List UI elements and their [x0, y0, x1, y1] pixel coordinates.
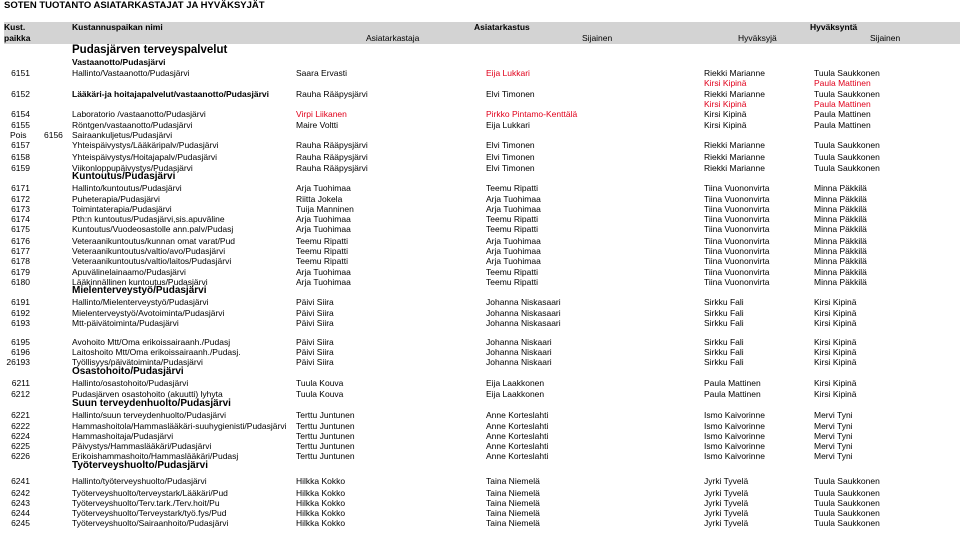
cost-center-code: 6221	[11, 410, 30, 420]
header-asiatarkastus: Asiatarkastus	[474, 22, 530, 32]
hyvaksyja-cell: Jyrki Tyvelä	[704, 476, 749, 486]
table-row	[0, 224, 960, 235]
asiatarkastus-sijainen-cell: Anne Korteslahti	[486, 421, 549, 431]
asiatarkastaja-cell: Tuula Kouva	[296, 378, 344, 388]
hyvaksyja-cell: Riekki Marianne	[704, 163, 765, 173]
table-row	[0, 163, 960, 174]
cost-center-name: Pudasjärven osastohoito (akuutti) lyhyta	[72, 389, 223, 399]
asiatarkastaja-cell: Päivi Siira	[296, 297, 334, 307]
asiatarkastaja-cell: Arja Tuohimaa	[296, 183, 351, 193]
header-hyvaksyja: Hyväksyjä	[738, 33, 777, 43]
asiatarkastaja-cell: Päivi Siira	[296, 337, 334, 347]
cost-center-code: 6222	[11, 421, 30, 431]
asiatarkastaja-cell: Terttu Juntunen	[296, 410, 355, 420]
asiatarkastaja-cell: Arja Tuohimaa	[296, 277, 351, 287]
cost-center-code: 6158	[11, 152, 30, 162]
cost-center-name: Hallinto/työterveyshuolto/Pudasjärvi	[72, 476, 207, 486]
asiatarkastaja-cell: Rauha Rääpysjärvi	[296, 89, 368, 99]
asiatarkastus-sijainen-cell: Arja Tuohimaa	[486, 194, 541, 204]
asiatarkastus-sijainen-cell: Anne Korteslahti	[486, 431, 549, 441]
hyvaksynta-sijainen-cell: Paula Mattinen	[814, 99, 871, 109]
asiatarkastus-sijainen-cell: Arja Tuohimaa	[486, 246, 541, 256]
asiatarkastus-sijainen-cell: Teemu Ripatti	[486, 267, 538, 277]
hyvaksyja-cell: Kirsi Kipinä	[704, 109, 747, 119]
asiatarkastaja-cell: Virpi Liikanen	[296, 109, 347, 119]
cost-center-code: 6242	[11, 488, 30, 498]
hyvaksynta-sijainen-cell: Tuula Saukkonen	[814, 89, 880, 99]
cost-center-code: 26193	[6, 357, 30, 367]
asiatarkastaja-cell: Arja Tuohimaa	[296, 267, 351, 277]
asiatarkastus-sijainen-cell: Johanna Niskasaari	[486, 318, 561, 328]
cost-center-code: 6179	[11, 267, 30, 277]
hyvaksyja-cell: Jyrki Tyvelä	[704, 488, 749, 498]
hyvaksynta-sijainen-cell: Mervi Tyni	[814, 451, 853, 461]
cost-center-code: 6159	[11, 163, 30, 173]
cost-center-code: 6224	[11, 431, 30, 441]
hyvaksynta-sijainen-cell: Minna Päkkilä	[814, 214, 867, 224]
asiatarkastus-sijainen-cell: Eija Lukkari	[486, 68, 530, 78]
asiatarkastus-sijainen-cell: Johanna Niskaari	[486, 347, 552, 357]
cost-center-name: Yhteispäivystys/Hoitajapalv/Pudasjärvi	[72, 152, 218, 162]
cost-center-name: Mielenterveystyö/Avotoiminta/Pudasjärvi	[72, 308, 225, 318]
asiatarkastus-sijainen-cell: Johanna Niskaari	[486, 357, 552, 367]
hyvaksyja-cell: Sirkku Fali	[704, 357, 744, 367]
asiatarkastus-sijainen-cell: Taina Niemelä	[486, 518, 540, 528]
cost-center-name: Sairaankuljetus/Pudasjärvi	[72, 130, 173, 140]
cost-center-code: 6180	[11, 277, 30, 287]
asiatarkastus-sijainen-cell: Johanna Niskasaari	[486, 308, 561, 318]
table-header-row-2	[4, 33, 960, 44]
table-row	[0, 152, 960, 163]
hyvaksynta-sijainen-cell: Kirsi Kipinä	[814, 378, 857, 388]
cost-center-name: Lääkinnällinen kuntoutus/Pudasjärvi	[72, 277, 208, 287]
cost-center-name: Hammashoitaja/Pudasjärvi	[72, 431, 174, 441]
cost-center-code: 6191	[11, 297, 30, 307]
cost-center-code: 6152	[11, 89, 30, 99]
asiatarkastus-sijainen-cell: Eija Laakkonen	[486, 378, 545, 388]
asiatarkastus-sijainen-cell: Teemu Ripatti	[486, 183, 538, 193]
hyvaksyja-cell: Tiina Vuononvirta	[704, 236, 770, 246]
hyvaksyja-cell: Sirkku Fali	[704, 297, 744, 307]
asiatarkastaja-cell: Rauha Rääpysjärvi	[296, 163, 368, 173]
header-paikka: paikka	[4, 33, 31, 43]
asiatarkastus-sijainen-cell: Eija Lukkari	[486, 120, 530, 130]
cost-center-name: Veteraanikuntoutus/kunnan omat varat/Pud	[72, 236, 236, 246]
cost-center-code: 6245	[11, 518, 30, 528]
asiatarkastaja-cell: Tuula Kouva	[296, 389, 344, 399]
cost-center-code: 6193	[11, 318, 30, 328]
cost-center-name: Päivystys/Hammaslääkäri/Pudasjärvi	[72, 441, 212, 451]
header-sijainen-1: Sijainen	[582, 33, 613, 43]
cost-center-code: 6244	[11, 508, 30, 518]
asiatarkastaja-cell: Tuija Manninen	[296, 204, 354, 214]
hyvaksynta-sijainen-cell: Minna Päkkilä	[814, 277, 867, 287]
cost-center-code: 6155	[11, 120, 30, 130]
table-row	[0, 183, 960, 194]
asiatarkastaja-cell: Maire Voltti	[296, 120, 339, 130]
hyvaksynta-sijainen-cell: Tuula Saukkonen	[814, 518, 880, 528]
asiatarkastaja-cell: Teemu Ripatti	[296, 246, 348, 256]
asiatarkastus-sijainen-cell: Anne Korteslahti	[486, 451, 549, 461]
cost-center-name: Kuntoutus/Vuodeosastolle ann.palv/Pudasj	[72, 224, 234, 234]
cost-center-name: Avohoito Mtt/Oma erikoissairaanh./Pudasj	[72, 337, 231, 347]
cost-center-code: 6173	[11, 204, 30, 214]
cost-center-name: Mtt-päivätoiminta/Pudasjärvi	[72, 318, 179, 328]
page-title: SOTEN TUOTANTO ASIATARKASTAJAT JA HYVÄKSYJÄT	[4, 0, 265, 11]
hyvaksynta-sijainen-cell: Tuula Saukkonen	[814, 498, 880, 508]
hyvaksynta-sijainen-cell: Minna Päkkilä	[814, 256, 867, 266]
table-row	[0, 389, 960, 400]
table-row	[0, 78, 960, 89]
cost-center-code: 6177	[11, 246, 30, 256]
asiatarkastaja-cell: Riitta Jokela	[296, 194, 343, 204]
hyvaksynta-sijainen-cell: Kirsi Kipinä	[814, 357, 857, 367]
hyvaksynta-sijainen-cell: Tuula Saukkonen	[814, 476, 880, 486]
hyvaksyja-cell: Ismo Kaivorinne	[704, 451, 765, 461]
hyvaksyja-cell: Jyrki Tyvelä	[704, 508, 749, 518]
header-kust: Kust.	[4, 22, 26, 32]
section-heading: Suun terveydenhuolto/Pudasjärvi	[72, 398, 231, 409]
hyvaksynta-sijainen-cell: Minna Päkkilä	[814, 204, 867, 214]
hyvaksyja-cell: Tiina Vuononvirta	[704, 194, 770, 204]
asiatarkastaja-cell: Päivi Siira	[296, 308, 334, 318]
asiatarkastaja-cell: Terttu Juntunen	[296, 451, 355, 461]
hyvaksynta-sijainen-cell: Kirsi Kipinä	[814, 337, 857, 347]
hyvaksynta-sijainen-cell: Kirsi Kipinä	[814, 347, 857, 357]
table-row	[0, 476, 960, 487]
asiatarkastaja-cell: Arja Tuohimaa	[296, 224, 351, 234]
cost-center-name: Laboratorio /vastaanotto/Pudasjärvi	[72, 109, 206, 119]
cost-center-name: Työllisyys/päivätoiminta/Pudasjärvi	[72, 357, 203, 367]
hyvaksyja-cell: Sirkku Fali	[704, 347, 744, 357]
cost-center-code: 6195	[11, 337, 30, 347]
header-hyvaksynta: Hyväksyntä	[810, 22, 858, 32]
cost-center-code: 6226	[11, 451, 30, 461]
cost-center-code: Pois	[10, 130, 27, 140]
asiatarkastaja-cell: Teemu Ripatti	[296, 256, 348, 266]
hyvaksyja-cell: Kirsi Kipinä	[704, 78, 747, 88]
hyvaksyja-cell: Kirsi Kipinä	[704, 99, 747, 109]
asiatarkastus-sijainen-cell: Arja Tuohimaa	[486, 256, 541, 266]
hyvaksyja-cell: Jyrki Tyvelä	[704, 518, 749, 528]
cost-center-name: Pth:n kuntoutus/Pudasjärvi,sis.apuväline	[72, 214, 225, 224]
hyvaksyja-cell: Tiina Vuononvirta	[704, 277, 770, 287]
asiatarkastaja-cell: Terttu Juntunen	[296, 431, 355, 441]
section-heading: Työterveyshuolto/Pudasjärvi	[72, 460, 208, 471]
hyvaksyja-cell: Tiina Vuononvirta	[704, 214, 770, 224]
table-row	[0, 140, 960, 151]
section-heading: Kuntoutus/Pudasjärvi	[72, 171, 176, 182]
hyvaksynta-sijainen-cell: Tuula Saukkonen	[814, 488, 880, 498]
hyvaksyja-cell: Tiina Vuononvirta	[704, 267, 770, 277]
cost-center-name: Lääkäri-ja hoitajapalvelut/vastaanotto/Pudasjärvi	[72, 89, 269, 99]
hyvaksynta-sijainen-cell: Mervi Tyni	[814, 421, 853, 431]
hyvaksyja-cell: Sirkku Fali	[704, 318, 744, 328]
cost-center-name: Hallinto/osastohoito/Pudasjärvi	[72, 378, 189, 388]
hyvaksyja-cell: Ismo Kaivorinne	[704, 431, 765, 441]
hyvaksynta-sijainen-cell: Paula Mattinen	[814, 120, 871, 130]
hyvaksynta-sijainen-cell: Minna Päkkilä	[814, 183, 867, 193]
asiatarkastaja-cell: Teemu Ripatti	[296, 236, 348, 246]
cost-center-name: Apuvälinelainaamo/Pudasjärvi	[72, 267, 186, 277]
asiatarkastaja-cell: Päivi Siira	[296, 347, 334, 357]
hyvaksyja-cell: Riekki Marianne	[704, 152, 765, 162]
hyvaksyja-cell: Riekki Marianne	[704, 68, 765, 78]
cost-center-code: 6176	[11, 236, 30, 246]
asiatarkastaja-cell: Saara Ervasti	[296, 68, 348, 78]
asiatarkastus-sijainen-cell: Taina Niemelä	[486, 476, 540, 486]
hyvaksyja-cell: Jyrki Tyvelä	[704, 498, 749, 508]
section-heading: Osastohoito/Pudasjärvi	[72, 366, 184, 377]
cost-center-name: Puheterapia/Pudasjärvi	[72, 194, 160, 204]
cost-center-name: Yhteispäivystys/Lääkäripalv/Pudasjärvi	[72, 140, 219, 150]
hyvaksynta-sijainen-cell: Kirsi Kipinä	[814, 308, 857, 318]
cost-center-name: Hallinto/Vastaanotto/Pudasjärvi	[72, 68, 190, 78]
cost-center-name: Veteraanikuntoutus/valtio/avo/Pudasjärvi	[72, 246, 226, 256]
asiatarkastaja-cell: Hilkka Kokko	[296, 488, 346, 498]
hyvaksynta-sijainen-cell: Mervi Tyni	[814, 441, 853, 451]
asiatarkastaja-cell: Arja Tuohimaa	[296, 214, 351, 224]
hyvaksynta-sijainen-cell: Minna Päkkilä	[814, 236, 867, 246]
asiatarkastaja-cell: Päivi Siira	[296, 357, 334, 367]
cost-center-name: Työterveyshuolto/Terveystark/työ.fys/Pud	[72, 508, 227, 518]
hyvaksynta-sijainen-cell: Tuula Saukkonen	[814, 163, 880, 173]
hyvaksynta-sijainen-cell: Kirsi Kipinä	[814, 318, 857, 328]
hyvaksyja-cell: Ismo Kaivorinne	[704, 410, 765, 420]
hyvaksyja-cell: Kirsi Kipinä	[704, 120, 747, 130]
hyvaksyja-cell: Tiina Vuononvirta	[704, 204, 770, 214]
asiatarkastus-sijainen-cell: Teemu Ripatti	[486, 277, 538, 287]
asiatarkastus-sijainen-cell: Taina Niemelä	[486, 508, 540, 518]
hyvaksynta-sijainen-cell: Minna Päkkilä	[814, 267, 867, 277]
cost-center-name: Röntgen/vastaanotto/Pudasjärvi	[72, 120, 193, 130]
cost-center-code: 6175	[11, 224, 30, 234]
asiatarkastus-sijainen-cell: Pirkko Pintamo-Kenttälä	[486, 109, 578, 119]
cost-center-code: 6151	[11, 68, 30, 78]
asiatarkastaja-cell: Hilkka Kokko	[296, 508, 346, 518]
hyvaksyja-cell: Sirkku Fali	[704, 337, 744, 347]
asiatarkastus-sijainen-cell: Elvi Timonen	[486, 163, 535, 173]
cost-center-code: 6178	[11, 256, 30, 266]
hyvaksynta-sijainen-cell: Kirsi Kipinä	[814, 297, 857, 307]
header-sijainen-2: Sijainen	[870, 33, 901, 43]
table-row	[0, 256, 960, 267]
hyvaksynta-sijainen-cell: Mervi Tyni	[814, 431, 853, 441]
hyvaksyja-cell: Ismo Kaivorinne	[704, 441, 765, 451]
table-row	[0, 378, 960, 389]
hyvaksynta-sijainen-cell: Tuula Saukkonen	[814, 140, 880, 150]
hyvaksyja-cell: Tiina Vuononvirta	[704, 224, 770, 234]
section-heading: Mielenterveystyö/Pudasjärvi	[72, 285, 207, 296]
table-row	[0, 357, 960, 368]
hyvaksyja-cell: Ismo Kaivorinne	[704, 421, 765, 431]
hyvaksynta-sijainen-cell: Tuula Saukkonen	[814, 508, 880, 518]
section-heading: Vastaanotto/Pudasjärvi	[72, 57, 166, 67]
hyvaksyja-cell: Paula Mattinen	[704, 378, 761, 388]
hyvaksynta-sijainen-cell: Tuula Saukkonen	[814, 152, 880, 162]
hyvaksynta-sijainen-cell: Kirsi Kipinä	[814, 389, 857, 399]
hyvaksynta-sijainen-cell: Paula Mattinen	[814, 78, 871, 88]
cost-center-subcode: 6156	[44, 130, 63, 140]
asiatarkastaja-cell: Rauha Rääpysjärvi	[296, 152, 368, 162]
hyvaksyja-cell: Sirkku Fali	[704, 308, 744, 318]
cost-center-name: Toimintaterapia/Pudasjärvi	[72, 204, 172, 214]
hyvaksynta-sijainen-cell: Tuula Saukkonen	[814, 68, 880, 78]
cost-center-code: 6211	[11, 378, 30, 388]
hyvaksyja-cell: Tiina Vuononvirta	[704, 246, 770, 256]
cost-center-name: Viikonloppupäivystys/Pudasjärvi	[72, 163, 193, 173]
table-row	[0, 451, 960, 462]
asiatarkastaja-cell: Rauha Rääpysjärvi	[296, 140, 368, 150]
asiatarkastus-sijainen-cell: Teemu Ripatti	[486, 224, 538, 234]
table-row	[0, 410, 960, 421]
asiatarkastus-sijainen-cell: Anne Korteslahti	[486, 410, 549, 420]
cost-center-code: 6243	[11, 498, 30, 508]
cost-center-name: Hallinto/Mielenterveystyö/Pudasjärvi	[72, 297, 209, 307]
section-heading: Pudasjärven terveyspalvelut	[72, 44, 228, 56]
asiatarkastaja-cell: Terttu Juntunen	[296, 441, 355, 451]
cost-center-code: 6196	[11, 347, 30, 357]
asiatarkastus-sijainen-cell: Arja Tuohimaa	[486, 236, 541, 246]
asiatarkastaja-cell: Hilkka Kokko	[296, 498, 346, 508]
cost-center-code: 6157	[11, 140, 30, 150]
asiatarkastaja-cell: Päivi Siira	[296, 318, 334, 328]
hyvaksynta-sijainen-cell: Minna Päkkilä	[814, 246, 867, 256]
asiatarkastus-sijainen-cell: Elvi Timonen	[486, 152, 535, 162]
cost-center-name: Työterveyshuolto/Terv.tark./Terv.hoit/Pu	[72, 498, 220, 508]
table-row	[0, 277, 960, 288]
asiatarkastus-sijainen-cell: Eija Laakkonen	[486, 389, 545, 399]
hyvaksynta-sijainen-cell: Minna Päkkilä	[814, 194, 867, 204]
cost-center-name: Veteraanikuntoutus/valtio/laitos/Pudasjärvi	[72, 256, 232, 266]
cost-center-name: Hallinto/kuntoutus/Pudasjärvi	[72, 183, 182, 193]
cost-center-code: 6154	[11, 109, 30, 119]
cost-center-name: Hallinto/suun terveydenhuolto/Pudasjärvi	[72, 410, 227, 420]
asiatarkastus-sijainen-cell: Johanna Niskasaari	[486, 297, 561, 307]
asiatarkastaja-cell: Terttu Juntunen	[296, 421, 355, 431]
asiatarkastus-sijainen-cell: Taina Niemelä	[486, 488, 540, 498]
header-asiatarkastaja: Asiatarkastaja	[366, 33, 420, 43]
asiatarkastus-sijainen-cell: Elvi Timonen	[486, 140, 535, 150]
asiatarkastus-sijainen-cell: Teemu Ripatti	[486, 214, 538, 224]
hyvaksyja-cell: Riekki Marianne	[704, 140, 765, 150]
table-header-row-1	[4, 22, 960, 33]
hyvaksynta-sijainen-cell: Mervi Tyni	[814, 410, 853, 420]
hyvaksyja-cell: Riekki Marianne	[704, 89, 765, 99]
asiatarkastus-sijainen-cell: Johanna Niskaari	[486, 337, 552, 347]
cost-center-name: Hammashoitola/Hammaslääkäri-suuhygienisti/Pudasjärvi	[72, 421, 287, 431]
cost-center-code: 6225	[11, 441, 30, 451]
asiatarkastus-sijainen-cell: Arja Tuohimaa	[486, 204, 541, 214]
cost-center-name: Erikoishammashoito/Hammaslääkäri/Pudasj	[72, 451, 239, 461]
table-row	[0, 318, 960, 329]
cost-center-code: 6241	[11, 476, 30, 486]
hyvaksyja-cell: Tiina Vuononvirta	[704, 256, 770, 266]
cost-center-code: 6171	[11, 183, 30, 193]
hyvaksynta-sijainen-cell: Paula Mattinen	[814, 109, 871, 119]
table-row	[0, 109, 960, 120]
table-row	[0, 518, 960, 529]
cost-center-name: Laitoshoito Mtt/Oma erikoissairaanh./Pudasj.	[72, 347, 241, 357]
hyvaksyja-cell: Paula Mattinen	[704, 389, 761, 399]
hyvaksyja-cell: Tiina Vuononvirta	[704, 183, 770, 193]
hyvaksynta-sijainen-cell: Minna Päkkilä	[814, 224, 867, 234]
cost-center-code: 6172	[11, 194, 30, 204]
asiatarkastaja-cell: Hilkka Kokko	[296, 476, 346, 486]
cost-center-code: 6212	[11, 389, 30, 399]
asiatarkastaja-cell: Hilkka Kokko	[296, 518, 346, 528]
asiatarkastus-sijainen-cell: Taina Niemelä	[486, 498, 540, 508]
cost-center-code: 6174	[11, 214, 30, 224]
cost-center-code: 6192	[11, 308, 30, 318]
asiatarkastus-sijainen-cell: Elvi Timonen	[486, 89, 535, 99]
cost-center-name: Työterveyshuolto/terveystark/Lääkäri/Pud	[72, 488, 228, 498]
header-kustannuspaikan-nimi: Kustannuspaikan nimi	[72, 22, 163, 32]
table-row	[0, 297, 960, 308]
asiatarkastus-sijainen-cell: Anne Korteslahti	[486, 441, 549, 451]
cost-center-name: Työterveyshuolto/Sairaanhoito/Pudasjärvi	[72, 518, 229, 528]
